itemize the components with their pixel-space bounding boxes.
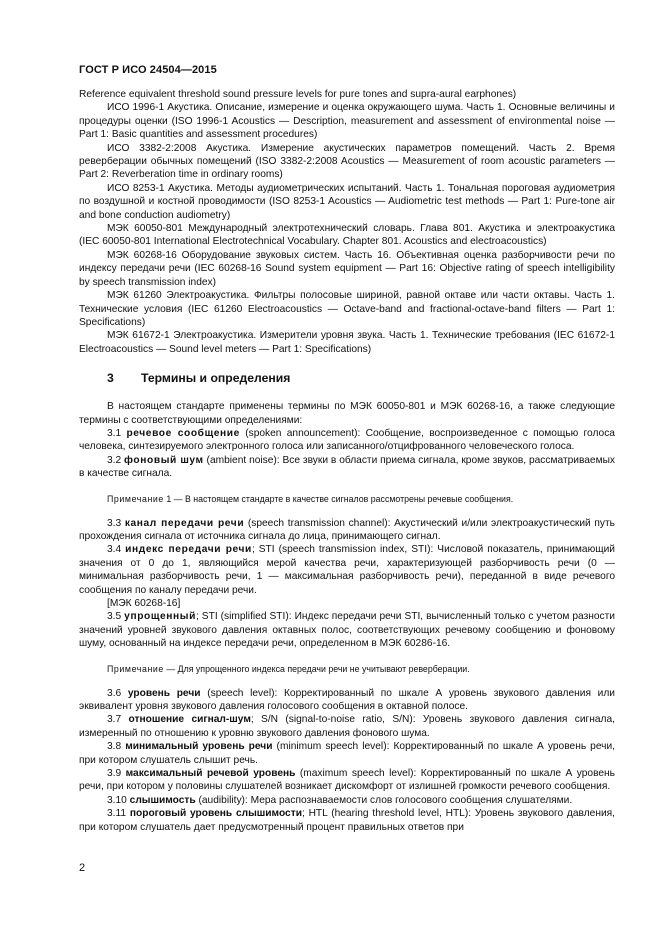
document-header: ГОСТ Р ИСО 24504—2015: [79, 64, 217, 76]
term-definition: ; HTL (hearing threshold level, HTL): Уровень звукового давления, при котором слушатель дает предусмотренный процент правильных ответов при: [79, 808, 615, 833]
term-3-6: [79, 687, 615, 714]
note-2: [79, 663, 615, 675]
term-number: 3.4: [107, 544, 126, 556]
ref-0: Reference equivalent threshold sound pressure levels for pure tones and supra-aural earphones): [79, 89, 517, 100]
ref-6: МЭК 61260 Электроакустика. Фильтры полосовые шириной, равной октаве или части октавы. Часть 1. Технические условия (IEC 61260 Electroacoustics — Octave-band and fractional-octave-band filters — Part 1: Specifications): [79, 290, 615, 328]
term-definition: (maximum speech level): Корректированный по шкале А уровень речи, при котором у половины слушателей возникает дискомфорт от излишней громкости речевого сообщения.: [79, 768, 615, 793]
term-name: фоновый шум: [124, 454, 204, 466]
term-definition: ; STI (simplified STI): Индекс передачи речи STI, вычисленный только с учетом разности значений уровней звукового давления октавных полос, соответствующих речевому сообщению и фоновому шуму, основанный на индексе передачи речи, определенном в МЭК 60286-16.: [79, 611, 615, 650]
term-number: 3.11: [107, 808, 130, 820]
term-number: 3.10: [107, 794, 130, 806]
term-number: 3.3: [107, 517, 125, 529]
term-name: минимальный уровень речи: [125, 741, 273, 753]
term-name: канал передачи речи: [124, 517, 245, 529]
term-3-11: [79, 807, 615, 834]
term-number: 3.1: [107, 427, 127, 439]
term-definition: (minimum speech level): Корректированный по шкале А уровень речи, при котором слушатель слышит речь.: [79, 741, 616, 766]
term-name: индекс передачи речи: [125, 544, 252, 556]
term-3-5: [79, 610, 615, 650]
term-definition: (ambient noise): Все звуки в области приема сигнала, кроме звуков, рассматриваемых в качестве сигнала.: [79, 454, 616, 480]
document-body: [79, 88, 615, 834]
ref-5: МЭК 60268-16 Оборудование звуковых систем. Часть 16. Объективная оценка разборчивости речи по индексу передачи речи (IEC 60268-16 Sound system equipment — Part 16: Objective rating of speech intelligibility by speech transmission index): [79, 249, 615, 288]
note-text: 1 — В настоящем стандарте в качестве сигналов рассмотрены речевые сообщения.: [163, 493, 514, 504]
section-number: 3: [107, 371, 114, 386]
note-label: Примечание: [107, 493, 164, 504]
term-name: речевое сообщение: [126, 427, 240, 439]
term-3-1: [79, 427, 615, 454]
term-definition: (speech level): Корректированный по шкале А уровень звукового давления или эквивалент уровня звукового давления голосового сообщения в октавной полосе.: [79, 687, 615, 713]
term-3-3: [79, 517, 615, 544]
term-name: пороговый уровень слышимости: [129, 808, 302, 820]
term-3-4-source: [МЭК 60268-16]: [107, 598, 181, 609]
term-definition: (spoken announcement): Сообщение, воспроизведенное с помощью голоса человека, синтезируемого электронного голоса или записанного/отцифрованного человеческого голоса.: [79, 427, 615, 453]
term-number: 3.9: [107, 768, 126, 780]
note-1: [79, 493, 615, 505]
term-number: 3.7: [107, 714, 129, 726]
ref-4: МЭК 60050-801 Международный электротехнический словарь. Глава 801. Акустика и электроакустика (IEC 60050-801 International Electrotechnical Vocabulary. Chapter 801. Acoustics and electroacoustics): [79, 223, 615, 248]
section-title: Термины и определения: [141, 371, 291, 386]
ref-2: ИСО 3382-2:2008 Акустика. Измерение акустических параметров помещений. Часть 2. Время реверберации обычных помещений (ISO 3382-2:2008 Acoustics — Measurement of room acoustic parameters — Part 2: Reverberation time in ordinary rooms): [79, 142, 615, 181]
term-3-4: [79, 543, 615, 597]
term-number: 3.2: [107, 454, 125, 466]
section-intro: В настоящем стандарте применены термины по МЭК 60050-801 и МЭК 60268-16, а также следующие термины с соответствующими определениями:: [79, 401, 615, 426]
ref-7: МЭК 61672-1 Электроакустика. Измерители уровня звука. Часть 1. Технические требования (IEC 61672-1 Electroacoustics — Sound level meters — Part 1: Specifications): [79, 330, 615, 355]
term-3-7: [79, 713, 615, 740]
term-name: уровень речи: [127, 687, 201, 699]
term-number: 3.5: [107, 611, 125, 623]
term-3-8: [79, 740, 615, 767]
page-number: 2: [79, 862, 86, 874]
term-name: отношение сигнал-шум: [128, 714, 251, 726]
ref-3: ИСО 8253-1 Акустика. Методы аудиометрических испытаний. Часть 1. Тональная пороговая аудиометрия по воздушной и костной проводимости (ISO 8253-1 Acoustics — Audiometric test methods — Part 1: Pure-tone air and bone conduction audiometry): [79, 182, 615, 221]
term-definition: ; S/N (signal-to-noise ratio, S/N): Уровень звукового давления сигнала, измеренный по отношению к уровню звукового давления фонового шума.: [79, 714, 615, 739]
term-name: слышимость: [129, 794, 196, 806]
term-definition: ; STI (speech transmission index, STI): Числовой показатель, принимающий значения от 0 до 1, являющийся мерой качества речи, характеризующей разборчивость речи (0 — минимальная разборчивость речи, 1 — максимальная разборчивость речи), переданной в виде речевого сообщения по каналу передачи речи.: [79, 544, 615, 596]
term-definition: (speech transmission channel): Акустический и/или электроакустический путь прохождения сигнала от источника сигнала до лица, принимающего сигнал.: [79, 517, 615, 542]
term-name: максимальный речевой уровень: [125, 768, 296, 780]
term-number: 3.6: [107, 687, 128, 699]
section-heading: [79, 370, 615, 386]
term-name: упрощенный: [124, 611, 196, 623]
term-definition: (audibility): Мера распознаваемости слов голосового сообщения слушателями.: [195, 794, 573, 806]
term-number: 3.8: [107, 741, 126, 753]
note-label: Примечание: [107, 663, 164, 674]
term-3-9: [79, 767, 615, 794]
ref-1: ИСО 1996-1 Акустика. Описание, измерение и оценка окружающего шума. Часть 1. Основные величины и процедуры оценки (ISO 1996-1 Acoustics — Description, measurement and assessment of environmental noise — Part 1: Basic quantities and assessment procedures): [79, 102, 615, 141]
note-text: — Для упрощенного индекса передачи речи не учитывают реверберации.: [163, 663, 470, 674]
term-3-10: [79, 794, 615, 807]
term-3-2: [79, 454, 615, 481]
